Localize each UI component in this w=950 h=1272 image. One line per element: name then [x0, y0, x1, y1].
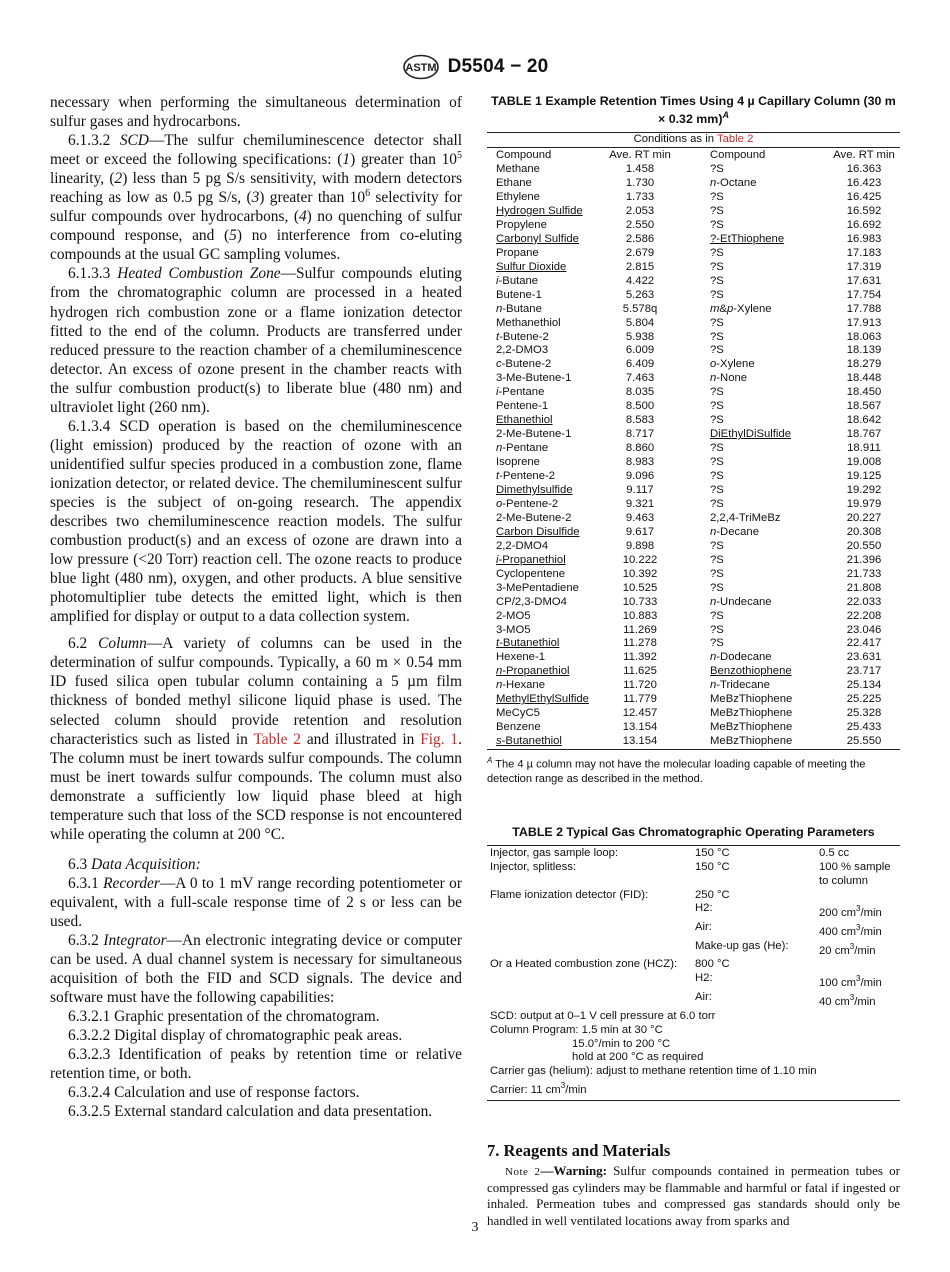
paragraph-6-3-2-4: 6.3.2.4 Calculation and use of response factors.	[68, 1084, 360, 1102]
table-row	[487, 554, 900, 568]
table-1-header-row	[487, 148, 900, 164]
table-cell: ?S	[710, 204, 724, 217]
table-cell: 23.717	[846, 665, 882, 678]
table-row: Flame ionization detector (FID): 250 °C	[490, 888, 730, 901]
table-cell: Ethane	[496, 177, 532, 190]
table-cell: o-Xylene	[710, 358, 755, 371]
table-cell: 18.567	[846, 400, 882, 413]
table-cell: ?S	[710, 414, 724, 427]
table-row	[487, 665, 900, 679]
table-cell: MeBzThiophene	[710, 693, 793, 706]
table-cell: 1.458	[625, 163, 655, 176]
table-cell: 12.457	[622, 707, 658, 720]
table-row: H2: 200 $cm^3/\min$	[695, 902, 882, 920]
table-cell: Hydrogen Sulfide	[496, 204, 583, 217]
table-cell: 18.450	[846, 386, 882, 399]
paragraph-6-3-1: 6.3.1 Recorder—A 0 to 1 mV range recording potentiometer or equivalent, with a full-scale response time of 2 s or less can be used.	[50, 874, 462, 930]
table-row	[487, 219, 900, 233]
table-row	[487, 303, 900, 317]
table-cell: 2.679	[625, 246, 655, 259]
table-cell: 3-MO5	[496, 623, 531, 636]
table-cell: Pentene-1	[496, 400, 549, 413]
astm-logo-icon	[402, 54, 440, 80]
table-cell: Isoprene	[496, 456, 540, 469]
page-number: 3	[471, 1220, 479, 1235]
table-2-caption: TABLE 2 Typical Gas Chromatographic Operating Parameters	[512, 824, 875, 839]
paragraph-6-3-2: 6.3.2 Integrator—An electronic integrating device or computer can be used. A dual channel system is necessary for simultaneous acquisition of both the FID and SCD signals. The device and software must have the following capabilities:	[50, 932, 462, 1007]
table-cell: Methanethiol	[496, 316, 561, 329]
table-cell: 2-Me-Butene-2	[496, 511, 572, 524]
page-header	[0, 54, 950, 80]
table-cell: 8.983	[625, 456, 655, 469]
table-row	[487, 456, 900, 470]
table-2	[487, 845, 900, 1101]
table-cell: ?S	[710, 442, 724, 455]
table-cell: Hexene-1	[496, 651, 545, 664]
table-row: hold at 200 °C as required	[572, 1051, 704, 1064]
table-cell: 2,2-DMO3	[496, 344, 549, 357]
table-cell: o-Pentene-2	[496, 497, 559, 510]
table-cell: 19.008	[846, 456, 882, 469]
table-cell: n-Undecane	[710, 595, 772, 608]
table-cell: 5.804	[625, 316, 655, 329]
table-cell: 16.423	[846, 177, 882, 190]
table-cell: Carbonyl Sulfide	[496, 232, 579, 245]
table-cell: t-Pentene-2	[496, 470, 556, 483]
table-cell: 10.733	[622, 595, 658, 608]
table-cell: Ethanethiol	[496, 414, 553, 427]
table-row	[487, 247, 900, 261]
table-row	[487, 177, 900, 191]
right-column	[487, 94, 900, 1229]
table-cell: 1.733	[625, 190, 655, 203]
table-cell: Propylene	[496, 218, 547, 231]
table-row	[487, 428, 900, 442]
table-cell: 9.117	[626, 484, 654, 496]
table-cell: m&p-Xylene	[710, 302, 772, 315]
table-cell: 18.448	[846, 372, 882, 385]
table-cell: Propane	[496, 246, 539, 259]
table-cell: 22.417	[846, 637, 882, 650]
table-cell: MeBzThiophene	[710, 707, 793, 720]
table-cell: 2.053	[625, 204, 655, 217]
table-cell: 11.720	[623, 679, 657, 692]
table-cell: ?S	[710, 484, 724, 496]
table-row: Carrier gas (helium): adjust to methane retention time of 1.10 min	[490, 1065, 817, 1078]
table-cell: 5.938	[625, 330, 655, 343]
table-cell: MeBzThiophene	[710, 721, 793, 734]
table-cell: ?S	[710, 386, 724, 399]
paragraph: necessary when performing the simultaneous determination of sulfur gases and hydrocarbons.	[50, 94, 462, 131]
table-cell: ?S	[710, 497, 724, 510]
paragraph-6-2: 6.2 Column—A variety of columns can be used in the determination of sulfur compounds. Typically, a 60 m × 0.54 mm ID fused silica open tubular column containing a 5 µm film thickness of bonded methyl silicone liquid phase is used. The selected column should provide retention and resolution characteristics such as listed in Table 2 and illustrated in Fig. 1. The column must be inert towards sulfur compounds. The column must be inert towards sulfur compounds. The column must also demonstrate a sufficiently low liquid phase bleed at high temperature such that loss of the SCD response is not encountered while operating the column at 200 °C.	[50, 635, 462, 843]
table-row	[487, 275, 900, 289]
table-cell: ?S	[710, 609, 724, 622]
table-cell: Benzene	[496, 721, 541, 734]
table-cell: n-None	[710, 372, 748, 385]
paragraph-6-3-2-2: 6.3.2.2 Digital display of chromatographic peak areas.	[68, 1027, 403, 1045]
table-cell: Butene-1	[496, 288, 542, 301]
table-row: Or a Heated combustion zone (HCZ): 800 °C	[490, 958, 730, 971]
table-cell: 11.625	[623, 665, 657, 678]
table-cell: 22.033	[846, 595, 882, 608]
table-row	[487, 484, 900, 498]
table-cell: CP/2,3-DMO4	[496, 595, 567, 608]
table-row	[487, 289, 900, 303]
table-cell: c-Butene-2	[496, 358, 552, 371]
table-row	[487, 596, 900, 610]
table-cell: ?S	[710, 539, 724, 552]
table-cell: ?S	[710, 330, 724, 343]
table-cell: 9.898	[625, 539, 655, 552]
table-cell: 7.463	[625, 372, 655, 385]
table-cell: 16.425	[846, 190, 882, 203]
table-cell: 13.154	[600, 735, 680, 749]
table-cell: 20.550	[846, 539, 882, 552]
table-row: 15.0°/min to 200 °C	[572, 1037, 671, 1050]
table-cell: 6.009	[625, 344, 655, 357]
table-cell: 5.263	[625, 288, 655, 301]
table-row	[487, 414, 900, 428]
table-cell: 18.911	[847, 442, 881, 455]
table-cell: 17.319	[846, 260, 882, 273]
table-cell: 16.592	[846, 204, 882, 217]
table-cell: ?S	[710, 246, 724, 259]
table-cell: 13.154	[622, 721, 658, 734]
paragraph-6-3: 6.3 Data Acquisition:	[68, 855, 201, 873]
note-2: Note 2—Warning: Sulfur compounds contained in permeation tubes or compressed gas cylinders may be flammable and harmful or fatal if ingested or inhaled. Permeation tubes and compressed gas standards should only be handled in well ventilated locations away from sparks and	[487, 1162, 900, 1228]
table-cell: 25.328	[846, 707, 882, 720]
table-row	[487, 526, 900, 540]
paragraph-6-1-3-2: 6.1.3.2 SCD—The sulfur chemiluminescence detector shall meet or exceed the following specifications: (1) greater than $10^5$ linearity, (2) less than 5 pg S/s sensitivity, with modern detectors reaching as low as 0.5 pg S/s, (3) greater than $10^6$ selectivity for sulfur compounds over hydrocarbons, (4) no quenching of sulfur compound response, and (5) no interference from co-eluting compounds at the usual GC sampling volumes.	[50, 132, 463, 264]
table-1	[487, 132, 900, 750]
table-row	[487, 540, 900, 554]
table-cell: t-Butene-2	[496, 330, 549, 343]
table-row	[487, 233, 900, 247]
table-cell: 21.396	[846, 553, 882, 566]
table-cell: n-Pentane	[496, 442, 549, 455]
table-1-caption: TABLE 1 Example Retention Times Using 4 µ Capillary Column (30 m × 0.32 mm)$^A$	[491, 94, 896, 127]
table-cell: 11.779	[623, 693, 657, 706]
table-row: Air: 40 $cm^3/\min$	[695, 991, 876, 1008]
table-cell: 17.754	[846, 288, 882, 301]
table-row: Carrier: 11 $cm^3/\min$	[487, 1079, 900, 1100]
table-2-link[interactable]: Table 2	[253, 730, 301, 748]
table-cell: MeBzThiophene	[680, 735, 828, 749]
table-row	[487, 610, 900, 624]
table-row	[487, 358, 900, 372]
paragraph-6-3-2-5: 6.3.2.5 External standard calculation and data presentation.	[68, 1103, 433, 1121]
table-cell: ?S	[710, 163, 724, 176]
table-cell: ?S	[710, 218, 724, 231]
table-2-link[interactable]: Table 2	[716, 133, 754, 146]
table-cell: ?S	[710, 623, 724, 636]
table-cell: ?S	[710, 316, 724, 329]
table-cell: t-Butanethiol	[496, 637, 560, 650]
table-cell: 10.222	[622, 553, 658, 566]
table-row	[487, 735, 900, 749]
column-header: Compound	[496, 148, 552, 161]
table-cell: 19.125	[846, 470, 882, 483]
table-cell: 18.767	[846, 428, 882, 441]
table-cell: ?S	[710, 260, 724, 273]
table-cell: ?S	[710, 637, 724, 650]
table-cell: 9.096	[625, 470, 655, 483]
table-cell: 3-Me-Butene-1	[496, 372, 572, 385]
paragraph-6-1-3-4: 6.1.3.4 SCD operation is based on the chemiluminescence (light emission) produced by the reaction of ozone with an unidentified sulfur species produced in a combustion zone, flame ionization detector, or related device. The chemiluminescent sulfur species is the subject of on-going research. The appendix describes two chemiluminescence reaction models. The sulfur combustion product(s) and an excess of ozone are drawn into a low pressure (<20 Torr) reaction cell. The ozone reacts to produce blue light (480 nm), oxygen, and other products. A blue sensitive photomultiplier tube detects the emitted light, which is then amplified for display or output to a data collection system.	[50, 417, 462, 626]
table-cell: 18.642	[846, 414, 882, 427]
table-cell: i-Butane	[496, 274, 539, 287]
table-cell: 25.550	[828, 735, 900, 749]
table-cell: 16.363	[846, 163, 882, 176]
table-cell: 17.631	[846, 274, 882, 287]
section-7-heading: 7. Reagents and Materials	[487, 1140, 671, 1160]
table-row	[487, 637, 900, 651]
table-cell: Carbon Disulfide	[496, 525, 580, 538]
table-cell: 23.046	[846, 623, 882, 636]
table-row	[487, 372, 900, 386]
table-cell: 4.422	[625, 274, 655, 287]
table-cell: n-Octane	[710, 177, 757, 190]
table-row	[487, 693, 900, 707]
table-cell: 9.321	[625, 497, 655, 510]
table-cell: n-Hexane	[496, 679, 545, 692]
table-row	[487, 512, 900, 526]
table-row	[487, 400, 900, 414]
column-header: Compound	[710, 148, 766, 161]
column-header: Ave. RT min	[833, 148, 895, 161]
table-cell: ?-EtThiophene	[710, 232, 785, 245]
table-row	[487, 707, 900, 721]
table-row	[487, 651, 900, 665]
standard-designation: D5504 − 20	[447, 56, 549, 77]
table-cell: 18.063	[846, 330, 882, 343]
column-header: Ave. RT min	[609, 148, 671, 161]
table-row: Air: 400 $cm^3/\min$	[695, 921, 882, 938]
table-row	[487, 261, 900, 275]
table-cell: 10.883	[622, 609, 658, 622]
table-cell: 18.139	[846, 344, 882, 357]
table-cell: ?S	[710, 567, 724, 580]
table-cell: 2-Me-Butene-1	[496, 428, 572, 441]
table-row	[487, 679, 900, 693]
table-row	[487, 568, 900, 582]
table-cell: 21.808	[846, 581, 882, 594]
table-cell: n-Butane	[496, 302, 542, 315]
table-cell: 19.292	[846, 484, 882, 496]
table-cell: 2-MO5	[496, 609, 531, 622]
table-cell: ?S	[710, 400, 724, 413]
table-cell: MethylEthylSulfide	[496, 693, 589, 706]
table-cell: 17.913	[846, 316, 882, 329]
table-cell: 22.208	[846, 609, 882, 622]
table-cell: 8.860	[625, 442, 655, 455]
table-cell: 10.392	[622, 567, 658, 580]
table-cell: ?S	[710, 190, 724, 203]
table-cell: 10.525	[622, 581, 658, 594]
table-cell: i-Pentane	[496, 386, 545, 399]
table-cell: n-Propanethiol	[496, 665, 570, 678]
table-cell: 18.279	[846, 358, 882, 371]
table-cell: 2.550	[625, 218, 655, 231]
table-cell: ?S	[710, 274, 724, 287]
table-row	[487, 317, 900, 331]
table-row: Injector, splitless: 150 °C 100 % sample to column	[490, 860, 891, 887]
table-cell: 3-MePentadiene	[496, 581, 579, 594]
table-cell: 16.692	[846, 218, 882, 231]
table-cell: n-Decane	[710, 525, 759, 538]
table-row	[487, 191, 900, 205]
paragraph-6-3-2-1: 6.3.2.1 Graphic presentation of the chromatogram.	[68, 1008, 380, 1026]
table-cell: 5.578q	[622, 302, 658, 315]
table-cell: 2,2,4-TriMeBz	[710, 511, 781, 524]
table-cell: 17.183	[846, 246, 882, 259]
table-cell: 21.733	[846, 567, 882, 580]
table-cell: Ethylene	[496, 190, 540, 203]
table-1-conditions-row: Conditions as in Table 2	[487, 133, 900, 148]
table-row	[487, 624, 900, 638]
table-row: SCD: output at 0–1 V cell pressure at 6.0 torr	[490, 1009, 716, 1022]
table-cell: 2,2-DMO4	[496, 539, 549, 552]
table-cell: 1.730	[625, 177, 655, 190]
table-cell: 16.983	[846, 232, 882, 245]
table-cell: ?S	[710, 288, 724, 301]
table-cell: Benzothiophene	[710, 665, 792, 678]
table-cell: 2.586	[625, 232, 655, 245]
table-cell: 9.463	[625, 511, 655, 524]
table-cell: 8.500	[625, 400, 655, 413]
table-row	[487, 331, 900, 345]
table-cell: 20.227	[846, 511, 882, 524]
table-row: Column Program: 1.5 min at 30 °C	[490, 1023, 663, 1036]
table-cell: ?S	[710, 344, 724, 357]
table-cell: 11.392	[623, 651, 657, 664]
table-cell: Dimethylsulfide	[496, 484, 573, 496]
table-row: Make-up gas (He): 20 $cm^3/\min$	[695, 939, 876, 957]
table-cell: MeCyC5	[496, 707, 540, 720]
table-cell: 8.717	[625, 428, 655, 441]
table-cell: 9.617	[625, 525, 655, 538]
table-row	[487, 205, 900, 219]
table-cell: ?S	[710, 581, 724, 594]
table-row: H2: 100 $cm^3/\min$	[695, 972, 882, 990]
table-cell: n-Dodecane	[710, 651, 772, 664]
table-1-footnote: $^A$ The 4 µ column may not have the molecular loading capable of meeting the detection range as described in the method.	[487, 756, 866, 785]
left-column	[50, 93, 462, 1121]
table-cell: 17.788	[846, 302, 882, 315]
table-cell: DiEthylDiSulfide	[710, 428, 791, 441]
table-cell: 8.583	[625, 414, 655, 427]
table-cell: n-Tridecane	[710, 679, 770, 692]
table-cell: Sulfur Dioxide	[496, 260, 567, 273]
table-cell: 20.308	[846, 525, 882, 538]
table-cell: 2.815	[625, 260, 655, 273]
table-row	[487, 498, 900, 512]
table-cell: 11.278	[623, 637, 657, 650]
table-row	[487, 582, 900, 596]
svg-text:ASTM: ASTM	[405, 62, 437, 74]
table-row	[487, 386, 900, 400]
table-cell: ?S	[710, 553, 724, 566]
table-row: Injector, gas sample loop: 150 °C 0.5 cc	[487, 845, 900, 860]
paragraph-6-1-3-3: 6.1.3.3 Heated Combustion Zone—Sulfur compounds eluting from the chromatographic column are processed in a heated hydrogen rich combustion zone or a flame ionization detector fitted to the end of the column. Products are transferred under reduced pressure to the reaction chamber of a chemiluminescence detector. An excess of ozone present in the chamber reacts with the sulfur combustion product(s) to liberate blue (480 nm) and ultraviolet light (260 nm).	[50, 265, 462, 416]
table-cell: Cyclopentene	[496, 567, 566, 580]
table-cell: 8.035	[625, 386, 655, 399]
table-cell: 23.631	[846, 651, 882, 664]
table-cell: s-Butanethiol	[487, 735, 600, 749]
paragraph-6-3-2-3: 6.3.2.3 Identification of peaks by retention time or relative retention time, or both.	[50, 1046, 462, 1083]
table-cell: 11.269	[623, 623, 657, 636]
fig-1-link[interactable]: Fig. 1	[420, 730, 459, 748]
table-cell: 25.225	[846, 693, 882, 706]
table-cell: 25.433	[846, 721, 882, 734]
table-row	[487, 163, 900, 177]
table-row	[487, 470, 900, 484]
table-cell: 19.979	[846, 497, 882, 510]
table-cell: ?S	[710, 456, 724, 469]
table-row	[487, 721, 900, 735]
table-cell: ?S	[710, 470, 724, 483]
table-cell: Methane	[496, 163, 540, 176]
table-row	[487, 344, 900, 358]
table-cell: 6.409	[625, 358, 655, 371]
table-cell: i-Propanethiol	[496, 553, 566, 566]
table-cell: 25.134	[846, 679, 882, 692]
table-row	[487, 442, 900, 456]
